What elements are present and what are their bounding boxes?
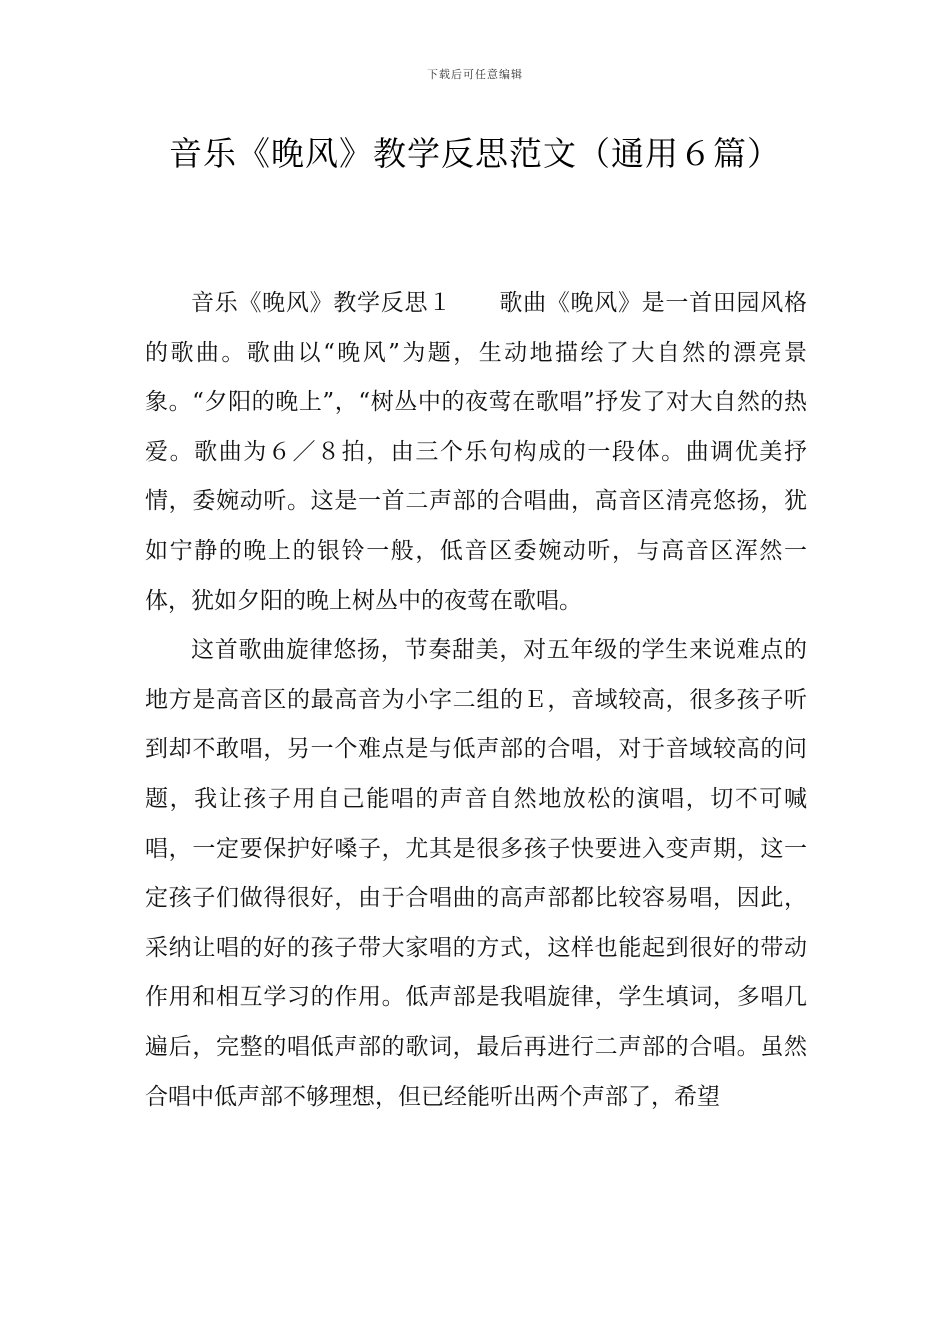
document-body — [145, 279, 807, 1122]
body-paragraph: 这首歌曲旋律悠扬，节奏甜美，对五年级的学生来说难点的地方是高音区的最高音为小字二组的Ｅ，音域较高，很多孩子听到却不敢唱，另一个难点是与低声部的合唱，对于音域较高的问题，我让孩子用自己能唱的声音自然地放松的演唱，切不可喊唱，一定要保护好嗓子，尤其是很多孩子快要进入变声期，这一定孩子们做得很好，由于合唱曲的高声部都比较容易唱，因此，采纳让唱的好的孩子带大家唱的方式，这样也能起到很好的带动作用和相互学习的作用。低声部是我唱旋律，学生填词，多唱几遍后，完整的唱低声部的歌词，最后再进行二声部的合唱。虽然合唱中低声部不够理想，但已经能听出两个声部了，希望 — [145, 637, 807, 1110]
body-paragraph: 音乐《晚风》教学反思１ 歌曲《晚风》是一首田园风格的歌曲。歌曲以“晚风”为题，生动地描绘了大自然的漂亮景象。“夕阳的晚上”，“树丛中的夜莺在歌唱”抒发了对大自然的热爱。歌曲为６／８拍，由三个乐句构成的一段体。曲调优美抒情，委婉动听。这是一首二声部的合唱曲，高音区清亮悠扬，犹如宁静的晚上的银铃一般，低音区委婉动听，与高音区浑然一体，犹如夕阳的晚上树丛中的夜莺在歌唱。 — [145, 290, 807, 614]
header-note: 下载后可任意编辑 — [427, 68, 523, 81]
document-title: 音乐《晚风》教学反思范文（通用６篇） — [169, 134, 781, 173]
